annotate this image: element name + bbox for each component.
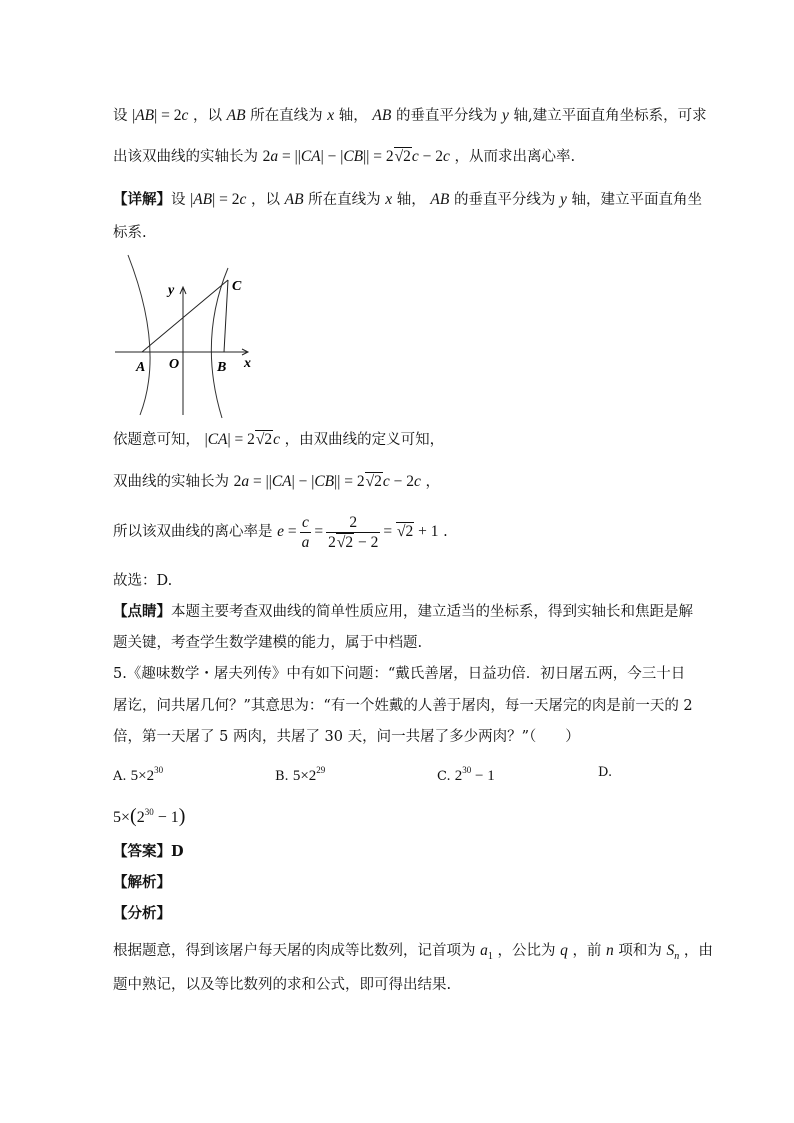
text: 轴，建立平面直角坐: [571, 192, 703, 208]
text: ，: [425, 474, 440, 490]
text: 轴，: [338, 108, 368, 124]
text: 本题主要考查双曲线的简单性质应用，建立适当的坐标系，得到实轴长和焦距是解: [171, 604, 693, 620]
label-C: C: [232, 279, 242, 294]
text: .: [443, 524, 448, 540]
option-label: B.: [275, 769, 289, 784]
option-D-value: $5\times(2^{30} - 1)$: [113, 805, 186, 827]
option-D[interactable]: [598, 765, 612, 780]
option-A[interactable]: [113, 765, 163, 785]
math: y: [502, 107, 509, 124]
text: ，前: [572, 943, 602, 959]
math: q: [560, 942, 568, 959]
option-label: A.: [113, 769, 127, 784]
text: 的垂直平分线为: [395, 108, 498, 124]
text: 设: [113, 108, 128, 124]
segment-CB: [224, 280, 228, 352]
detail-line-1: [113, 190, 702, 210]
text: 轴，: [396, 192, 426, 208]
math: AB: [430, 191, 450, 208]
option-C-value: $2^{30} - 1$: [454, 765, 495, 784]
math: y: [560, 191, 567, 208]
math: x: [385, 191, 393, 208]
analysis-line: 【解析】: [113, 874, 171, 891]
final-line-2: 题中熟记，以及等比数列的求和公式，即可得出结果.: [113, 977, 452, 993]
hyperbola-left-branch: [128, 255, 150, 415]
math: 2a = ||CA| − |CB|| = 2√2c − 2c: [262, 148, 450, 165]
after-fig-line-2: [113, 472, 440, 492]
text: ，由双曲线的定义可知，: [284, 432, 445, 448]
label-y: y: [168, 283, 175, 298]
text: 出该双曲线的实轴长为: [113, 149, 258, 165]
math: = √2 + 1: [383, 523, 439, 540]
option-A-value: $5\times 2^{30}$: [130, 765, 164, 784]
math: =: [314, 523, 324, 540]
choice-line: 故选：D.: [113, 573, 173, 589]
text: 轴,建立平面直角坐标系，可求: [513, 108, 707, 124]
option-label: C.: [437, 769, 451, 784]
text: 项和为: [618, 943, 662, 959]
text: 根据题意，得到该屠户每天屠的肉成等比数列，记首项为: [113, 943, 476, 959]
comment-line-2: [113, 633, 422, 653]
text: 所以该双曲线的离心率是: [113, 524, 273, 540]
math: 2a = ||CA| − |CB|| = 2√2c − 2c: [233, 473, 421, 490]
option-B[interactable]: [275, 765, 325, 785]
fraction-c-over-a: $\frac{c}{a}$: [301, 513, 310, 551]
text: 所在直线为: [250, 108, 323, 124]
label-O: O: [169, 357, 180, 372]
after-fig-line-1: [113, 430, 444, 450]
text: ，以: [193, 108, 223, 124]
text: 标系.: [113, 225, 147, 241]
hyperbola-right-branch: [211, 268, 228, 418]
math: |AB| = 2c: [190, 191, 247, 208]
math: AB: [372, 107, 392, 124]
math: AB: [226, 107, 246, 124]
text: 设: [171, 192, 186, 208]
math: n: [606, 942, 614, 959]
question-line-3: 倍，第一天屠了 5 两肉，共屠了 30 天，问一共屠了多少两肉？”（ ）: [113, 729, 580, 745]
option-label: D.: [598, 765, 613, 780]
question-line-2: 屠讫，问共屠几何？”其意思为：“有一个姓戴的人善于屠肉，每一天屠完的肉是前一天的 2: [113, 698, 693, 714]
after-fig-line-3: [113, 512, 448, 552]
label-A: A: [136, 360, 146, 375]
comment-line-1: [113, 602, 693, 622]
math: $a_1$: [480, 942, 493, 962]
section-tag: 【点睛】: [113, 603, 171, 620]
math: e =: [277, 523, 297, 540]
final-line-1: [113, 941, 713, 967]
option-B-value: $5\times 2^{29}$: [292, 765, 326, 784]
text: 双曲线的实轴长为: [113, 474, 229, 490]
hyperbola-figure: [110, 250, 270, 420]
math: x: [327, 107, 335, 124]
math: |AB| = 2c: [132, 107, 189, 124]
math: AB: [284, 191, 304, 208]
text: ，以: [251, 192, 281, 208]
text: 依题意可知，: [113, 432, 200, 448]
question-line-1: 5.《趣味数学・屠夫列传》中有如下问题：“戴氏善屠，日益功倍．初日屠五两，今三十日: [113, 666, 686, 682]
fenxi-line: 【分析】: [113, 905, 171, 922]
label-B: B: [217, 360, 227, 375]
answer-line: 【答案】D: [113, 843, 184, 860]
intro-line-2: [113, 147, 575, 167]
detail-line-2: [113, 223, 147, 243]
math: |CA| = 2√2c: [204, 431, 281, 448]
intro-line-1: [113, 106, 707, 126]
section-tag: 【详解】: [113, 191, 171, 208]
text: ，公比为: [497, 943, 556, 959]
text: 题关键，考查学生数学建模的能力，属于中档题.: [113, 635, 423, 651]
label-x: x: [244, 356, 251, 371]
math: $S_n$: [666, 942, 680, 962]
text: 的垂直平分线为: [453, 192, 556, 208]
text: ，从而求出离心率.: [454, 149, 576, 165]
option-C[interactable]: [437, 765, 495, 785]
text: 所在直线为: [308, 192, 381, 208]
text: ，由: [683, 943, 713, 959]
fraction-eccentricity: $\frac{2}{2√2 - 2}$: [328, 513, 379, 551]
